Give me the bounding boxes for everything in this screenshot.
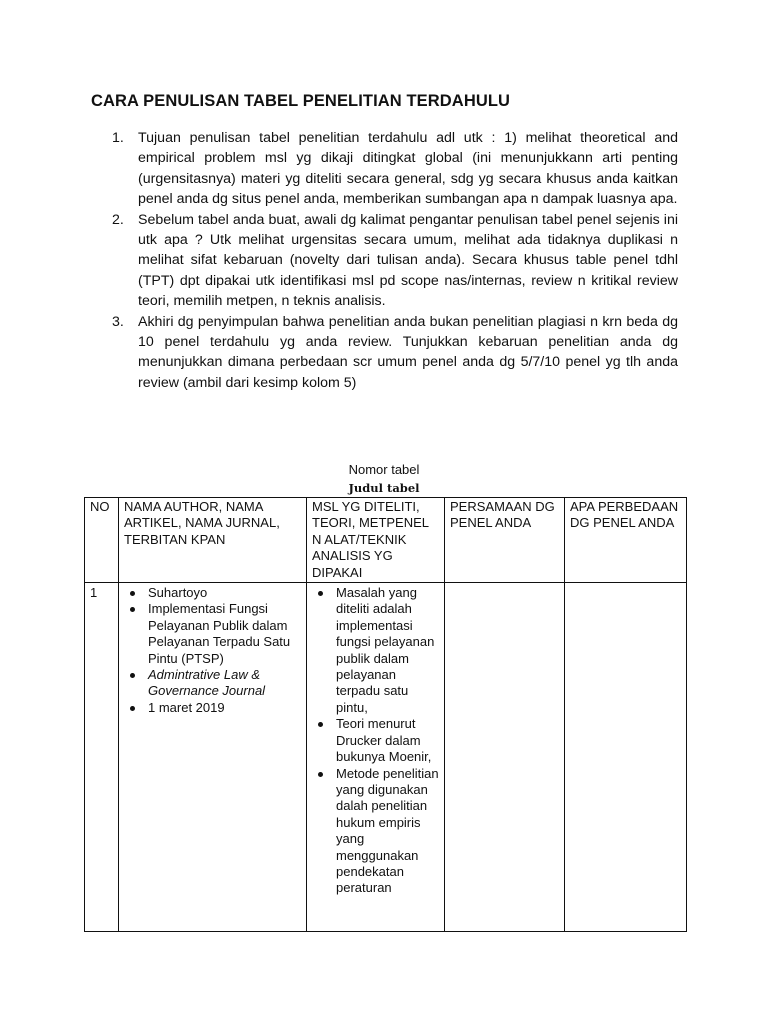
- instruction-number: 2.: [112, 211, 124, 228]
- instruction-text: Akhiri dg penyimpulan bahwa penelitian anda bukan penelitian plagiasi n krn beda dg 10 penel terdahulu yg anda review. Tunjukkan kebaruan penelitian anda dg menunjukkan dimana perbedaan scr umum penel anda dg 5/7/10 penel yg tlh anda review (ambil dari kesimp kolom 5): [138, 313, 678, 391]
- table-row: [85, 583, 687, 932]
- problem-item: Masalah yang diteliti adalah implementasi fungsi pelayanan publik dalam pelayanan terpadu satu pintu,: [312, 585, 440, 716]
- table-header-row: [85, 498, 687, 583]
- method-item: Metode penelitian yang digunakan dalah penelitian hukum empiris yang menggunakan pendekatan peraturan: [312, 766, 440, 897]
- instruction-text: Sebelum tabel anda buat, awali dg kalimat pengantar penulisan tabel penel sejenis ini utk apa ? Utk melihat urgensitas secara umum, melihat ada tidaknya duplikasi n melihat sifat kebaruan (novelty dari tulisan anda). Secara khusus table penel tdhl (TPT) dpt dipakai utk identifikasi msl pd scope nas/internas, review n kritikal review teori, memilih metpen, n teknis analisis.: [138, 211, 678, 310]
- literature-table: [84, 497, 687, 932]
- table-title-caption: Judul tabel: [348, 481, 420, 495]
- table-number-caption: Nomor tabel: [348, 462, 420, 477]
- instruction-number: 1.: [112, 130, 124, 146]
- header-problem: MSL YG DITELITI, TEORI, METPENEL N ALAT/TEKNIK ANALISIS YG DIPAKAI: [307, 498, 445, 583]
- document-title: CARA PENULISAN TABEL PENELITIAN TERDAHULU: [91, 92, 511, 110]
- instruction-number: 3.: [112, 313, 124, 330]
- similarity-cell: [445, 583, 565, 932]
- instruction-item: [112, 312, 678, 394]
- author-name: Suhartoyo: [124, 585, 302, 601]
- instruction-list: [112, 128, 678, 393]
- header-difference: APA PERBEDAAN DG PENEL ANDA: [565, 498, 687, 583]
- publication-date: 1 maret 2019: [124, 700, 302, 716]
- article-title: Implementasi Fungsi Pelayanan Publik dalam Pelayanan Terpadu Satu Pintu (PTSP): [124, 601, 302, 667]
- author-cell: [119, 583, 307, 932]
- problem-cell: [307, 583, 445, 932]
- theory-item: Teori menurut Drucker dalam bukunya Moenir,: [312, 716, 440, 765]
- header-no: NO: [85, 498, 119, 583]
- header-author: NAMA AUTHOR, NAMA ARTIKEL, NAMA JURNAL, TERBITAN KPAN: [119, 498, 307, 583]
- difference-cell: [565, 583, 687, 932]
- problem-list: [312, 585, 440, 897]
- row-number: 1: [85, 583, 119, 932]
- author-list: [124, 585, 302, 716]
- instruction-item: [112, 128, 678, 210]
- instruction-item: [112, 210, 678, 312]
- header-similarity: PERSAMAAN DG PENEL ANDA: [445, 498, 565, 583]
- instruction-text: Tujuan penulisan tabel penelitian terdahulu adl utk : 1) melihat theoretical and empirical problem msl yg dikaji ditingkat global (ini menunjukkann arti penting (urgensitasnya) materi yg diteliti secara general, sdg yg secara khusus anda kaitkan penel anda dg situs penel anda, memberikan sumbangan apa n dampak luasnya apa.: [138, 130, 678, 208]
- journal-name: Admintrative Law & Governance Journal: [124, 667, 302, 700]
